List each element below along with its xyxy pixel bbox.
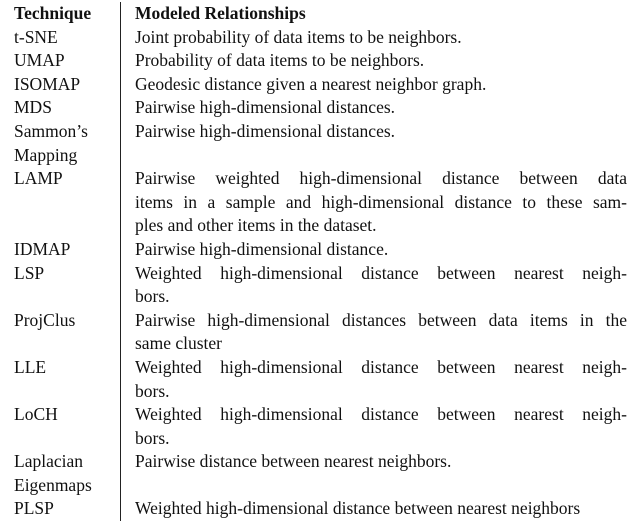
table-row	[0, 26, 640, 50]
technique-name-line: LAMP	[14, 168, 63, 189]
table-row	[0, 356, 640, 403]
relationship-text-line: items in a sample and high-dimensional distance to these sam-	[135, 191, 627, 212]
relationship-text-line: Weighted high-dimensional distance between nearest neighbors	[135, 498, 581, 519]
technique-name-line: UMAP	[14, 50, 65, 71]
relationship-text-line: Geodesic distance given a nearest neighbor graph.	[135, 73, 487, 94]
technique-name-line: LSP	[14, 262, 45, 283]
technique-name-line: LoCH	[14, 404, 58, 425]
relationship-cell	[120, 497, 627, 521]
technique-cell	[0, 167, 120, 238]
relationship-text-line: Pairwise high-dimensional distances.	[135, 97, 396, 118]
technique-name-line: Eigenmaps	[14, 474, 92, 495]
header-cell-relationships	[120, 2, 627, 26]
relationship-text-line: Pairwise high-dimensional distances between data items in the	[135, 309, 627, 330]
technique-name-line: ProjClus	[14, 309, 76, 330]
relationship-text-line: bors.	[135, 286, 170, 307]
technique-name-line: Mapping	[14, 144, 78, 165]
relationship-cell	[120, 120, 627, 167]
relationship-text-line: Weighted high-dimensional distance between nearest neigh-	[135, 262, 627, 283]
relationship-cell	[120, 403, 627, 450]
relationship-text-line: ples and other items in the dataset.	[135, 215, 377, 236]
relationship-text-line: same cluster	[135, 333, 222, 354]
table-row	[0, 262, 640, 309]
technique-cell	[0, 49, 120, 73]
header-cell-technique	[0, 2, 120, 26]
technique-name-line: Sammon’s	[14, 120, 88, 141]
technique-cell	[0, 450, 120, 497]
technique-cell	[0, 497, 120, 521]
technique-cell	[0, 403, 120, 450]
table-row	[0, 497, 640, 521]
technique-cell	[0, 238, 120, 262]
technique-cell	[0, 26, 120, 50]
header-technique: Technique	[14, 3, 92, 23]
table-row	[0, 167, 640, 238]
technique-cell	[0, 262, 120, 309]
table-body	[0, 26, 640, 521]
technique-cell	[0, 309, 120, 356]
techniques-table	[0, 2, 640, 521]
table-row	[0, 120, 640, 167]
table-row	[0, 238, 640, 262]
relationship-cell	[120, 238, 627, 262]
relationship-text-line: Pairwise weighted high-dimensional distance between data	[135, 168, 627, 189]
relationship-text-line: bors.	[135, 380, 170, 401]
relationship-cell	[120, 167, 627, 238]
relationship-cell	[120, 450, 627, 497]
relationship-cell	[120, 49, 627, 73]
relationship-text-line: Probability of data items to be neighbors.	[135, 50, 425, 71]
table-row	[0, 309, 640, 356]
technique-name-line: ISOMAP	[14, 73, 81, 94]
table-row	[0, 403, 640, 450]
technique-cell	[0, 96, 120, 120]
relationship-cell	[120, 26, 627, 50]
technique-name-line: IDMAP	[14, 238, 71, 259]
relationship-text-line: Weighted high-dimensional distance between nearest neigh-	[135, 356, 627, 377]
technique-cell	[0, 356, 120, 403]
relationship-cell	[120, 96, 627, 120]
table-row	[0, 49, 640, 73]
table-row	[0, 73, 640, 97]
relationship-text-line: bors.	[135, 427, 170, 448]
table-row	[0, 96, 640, 120]
table-header-row	[0, 2, 640, 26]
technique-name-line: LLE	[14, 356, 47, 377]
relationship-cell	[120, 73, 627, 97]
relationship-text-line: Pairwise high-dimensional distances.	[135, 120, 396, 141]
technique-name-line: PLSP	[14, 498, 54, 519]
relationship-cell	[120, 356, 627, 403]
technique-cell	[0, 73, 120, 97]
relationship-text-line: Pairwise high-dimensional distance.	[135, 238, 389, 259]
technique-name-line: Laplacian	[14, 451, 83, 472]
relationship-cell	[120, 309, 627, 356]
technique-name-line: t-SNE	[14, 26, 58, 47]
technique-name-line: MDS	[14, 97, 52, 118]
relationship-text-line: Pairwise distance between nearest neighbors.	[135, 451, 452, 472]
header-relationships: Modeled Relationships	[135, 3, 306, 23]
table-row	[0, 450, 640, 497]
relationship-cell	[120, 262, 627, 309]
technique-cell	[0, 120, 120, 167]
relationship-text-line: Weighted high-dimensional distance between nearest neigh-	[135, 404, 627, 425]
relationship-text-line: Joint probability of data items to be neighbors.	[135, 26, 462, 47]
